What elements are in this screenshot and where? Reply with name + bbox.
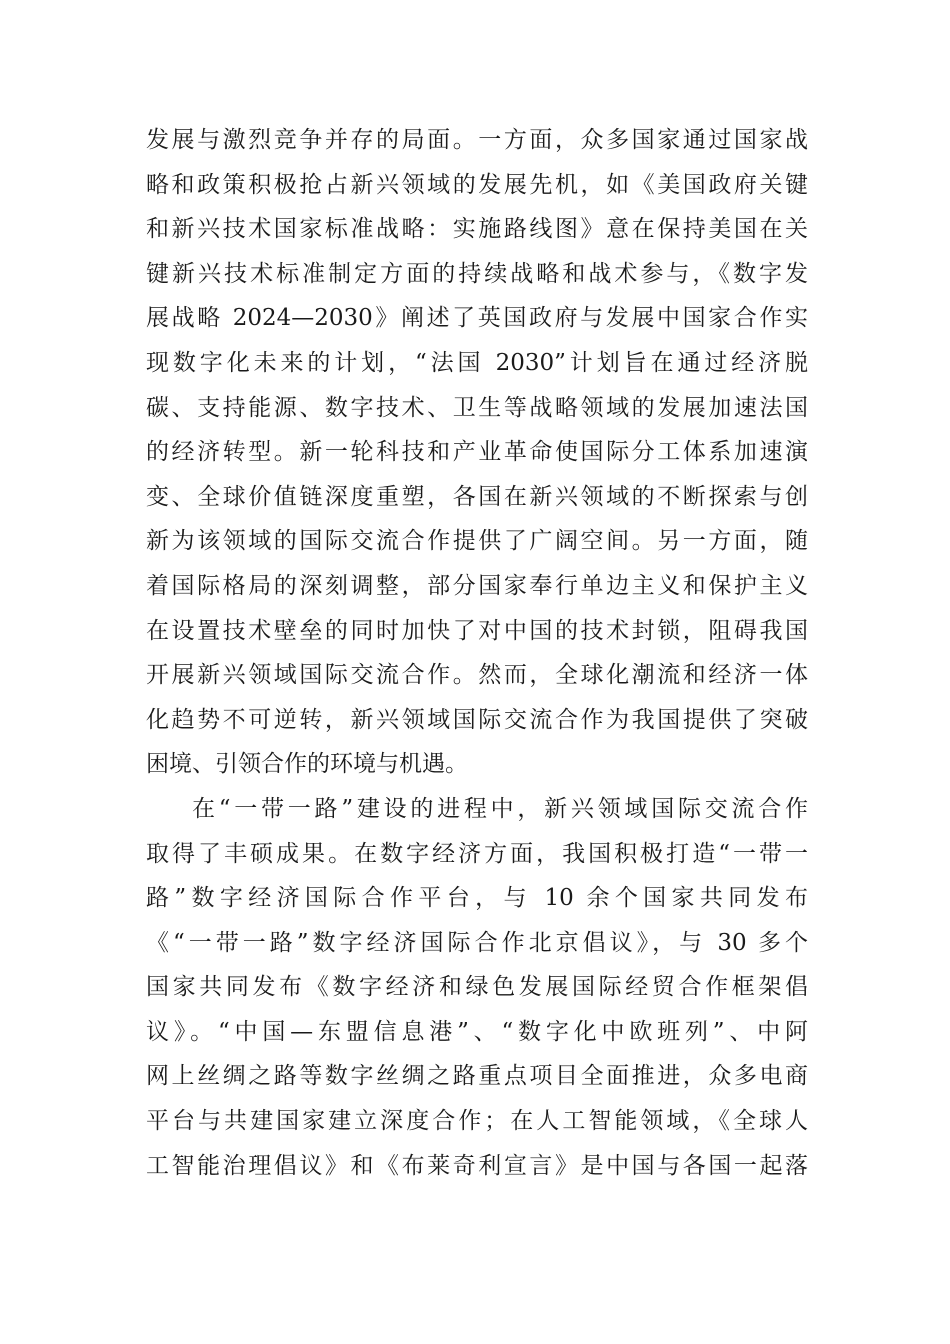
text-line: 键新兴技术标准制定方面的持续战略和战术参与，《数字发 — [146, 260, 808, 287]
text-line: 网上丝绸之路等数字丝绸之路重点项目全面推进，众多电商 — [146, 1063, 808, 1090]
text-line: 工智能治理倡议》和《布莱奇利宣言》是中国与各国一起落 — [146, 1152, 808, 1179]
text-line: 在设置技术壁垒的同时加快了对中国的技术封锁，阻碍我国 — [146, 617, 808, 644]
text-line: 和新兴技术国家标准战略：实施路线图》意在保持美国在关 — [146, 216, 808, 243]
text-line: 略和政策积极抢占新兴领域的发展先机，如《美国政府关键 — [146, 171, 808, 198]
text-line: 新为该领域的国际交流合作提供了广阔空间。另一方面，随 — [146, 528, 808, 555]
text-line: 展战略 2024—2030》阐述了英国政府与发展中国家合作实 — [146, 305, 808, 332]
text-line: 的经济转型。新一轮科技和产业革命使国际分工体系加速演 — [146, 439, 808, 466]
text-line: 着国际格局的深刻调整，部分国家奉行单边主义和保护主义 — [146, 572, 808, 599]
text-line: 取得了丰硕成果。在数字经济方面，我国积极打造“一带一 — [146, 840, 808, 867]
paragraph-1 — [146, 118, 808, 787]
text-line: 国家共同发布《数字经济和绿色发展国际经贸合作框架倡 — [146, 974, 808, 1001]
text-line: 开展新兴领域国际交流合作。然而，全球化潮流和经济一体 — [146, 662, 808, 689]
text-line: 发展与激烈竞争并存的局面。一方面，众多国家通过国家战 — [146, 127, 808, 153]
text-line: 碳、支持能源、数字技术、卫生等战略领域的发展加速法国 — [146, 394, 808, 421]
paragraph-2 — [146, 787, 808, 1188]
text-line: 路”数字经济国际合作平台，与 10 余个国家共同发布 — [146, 885, 808, 912]
text-line: 《“一带一路”数字经济国际合作北京倡议》，与 30 多个 — [146, 929, 808, 956]
body-text — [146, 118, 808, 1188]
text-line: 议》。“中国—东盟信息港”、“数字化中欧班列”、中阿 — [146, 1018, 808, 1045]
text-line: 变、全球价值链深度重塑，各国在新兴领域的不断探索与创 — [146, 483, 808, 510]
text-line: 化趋势不可逆转，新兴领域国际交流合作为我国提供了突破 — [146, 706, 808, 733]
text-line: 困境、引领合作的环境与机遇。 — [146, 751, 468, 778]
text-line: 在“一带一路”建设的进程中，新兴领域国际交流合作 — [192, 795, 808, 822]
text-line: 现数字化未来的计划，“法国 2030”计划旨在通过经济脱 — [146, 349, 808, 376]
text-line: 平台与共建国家建立深度合作；在人工智能领域，《全球人 — [146, 1108, 808, 1135]
